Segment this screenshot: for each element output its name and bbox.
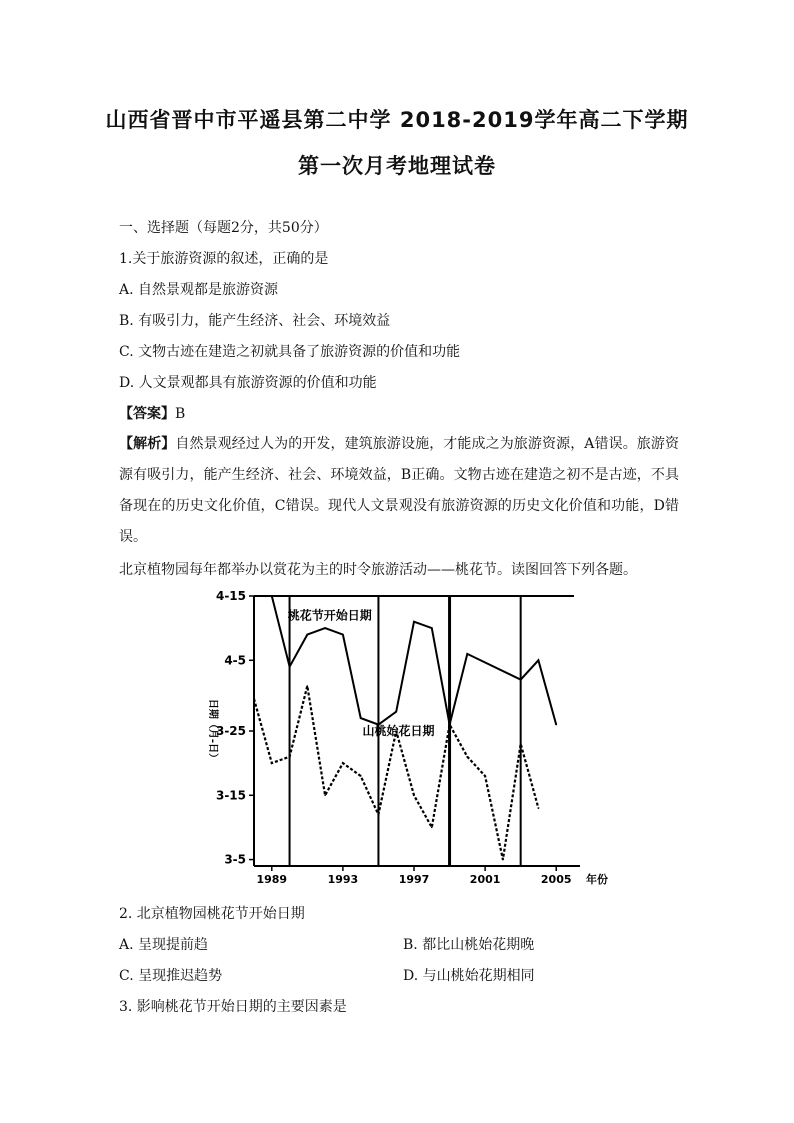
series-1-point-1996: [395, 711, 397, 713]
series-2-point-1989: [271, 762, 273, 764]
series-1-point-1990: [289, 666, 291, 668]
series-1-point-2003: [520, 679, 522, 681]
series-1-point-1993: [342, 634, 344, 636]
exam-title-line1: 山西省晋中市平遥县第二中学 2018-2019学年高二下学期: [105, 108, 689, 132]
x-tick-label-2001: 2001: [469, 873, 501, 886]
y-tick-label-3-5: 3-5: [224, 852, 246, 867]
exam-title-line2: 第一次月考地理试卷: [298, 154, 496, 178]
x-tick-label-1997: 1997: [398, 873, 430, 886]
y-tick-label-3-15: 3-15: [215, 788, 246, 803]
answer-value: B: [175, 406, 186, 422]
chart-svg: [196, 590, 616, 890]
series-2-point-2003: [520, 743, 522, 745]
series-2-point-2001: [484, 775, 486, 777]
series-1-point-1997: [413, 621, 415, 623]
q1-option-c: C. 文物古迹在建造之初就具备了旅游资源的价值和功能: [119, 344, 461, 360]
q2-option-b: B. 都比山桃始花期晚: [403, 937, 535, 953]
x-axis-label: 年份: [586, 873, 608, 886]
series-label-1: 桃花节开始日期: [287, 608, 372, 623]
y-tick-label-4-15: 4-15: [215, 590, 246, 603]
series-2-point-1994: [360, 775, 362, 777]
series-2-point-2004: [538, 807, 540, 809]
q2-option-d: D. 与山桃始花期相同: [403, 968, 535, 984]
bloom-date-chart: [196, 590, 616, 890]
series-2-point-2002: [502, 859, 504, 861]
q1-stem: 1.关于旅游资源的叙述，正确的是: [119, 251, 329, 267]
series-1-point-1991: [307, 634, 309, 636]
q2-option-c: C. 呈现推迟趋势: [119, 968, 223, 984]
series-1-point-2004: [538, 659, 540, 661]
series-2-point-1995: [378, 814, 380, 816]
q1-option-b: B. 有吸引力，能产生经济、社会、环境效益: [119, 313, 391, 329]
analysis-text: 自然景观经过人为的开发，建筑旅游设施，才能成之为旅游资源，A错误。旅游资源有吸引力，能产生经济、社会、环境效益，B正确。文物古迹在建造之初不是古迹，不具备现在的历史文化价值，C错误。现代人文景观没有旅游资源的历史文化价值和功能，D错误。: [119, 436, 680, 545]
series-2-point-1992: [324, 794, 326, 796]
series-1-point-1994: [360, 717, 362, 719]
analysis-label: 【解析】: [119, 436, 176, 452]
answer-label: 【答案】: [119, 406, 175, 422]
series-2-point-1988: [253, 698, 255, 700]
series-2-point-1990: [289, 756, 291, 758]
section-heading: 一、选择题（每题2分，共50分）: [119, 220, 328, 236]
y-tick-label-3-25: 3-25: [215, 724, 246, 738]
series-2-point-1993: [342, 762, 344, 764]
series-1-point-1992: [324, 627, 326, 629]
y-tick-label-4-5: 4-5: [224, 653, 246, 668]
q1-analysis: [119, 429, 679, 553]
chart-intro: 北京植物园每年都举办以赏花为主的时令旅游活动——桃花节。读图回答下列各题。: [119, 562, 637, 578]
q1-option-d: D. 人文景观都具有旅游资源的价值和功能: [119, 375, 377, 391]
q1-option-a: A. 自然景观都是旅游资源: [119, 282, 279, 298]
series-1-point-2000: [467, 653, 469, 655]
q2-option-a: A. 呈现提前趋: [119, 937, 209, 953]
x-tick-label-2005: 2005: [540, 873, 572, 886]
series-2-point-1997: [413, 794, 415, 796]
series-1-point-2005: [555, 724, 557, 726]
series-2-point-2000: [467, 756, 469, 758]
series-label-2: 山桃始花日期: [362, 724, 435, 738]
series-1-point-1998: [431, 627, 433, 629]
y-axis-label: 日期（月-日）: [207, 698, 218, 764]
q1-answer: [119, 404, 185, 424]
series-2-point-1998: [431, 827, 433, 829]
series-2-point-1999: [449, 724, 451, 726]
x-tick-label-1989: 1989: [256, 873, 288, 886]
q2-stem: 2. 北京植物园桃花节开始日期: [119, 906, 305, 922]
series-1-point-1989: [271, 595, 273, 597]
q3-stem: 3. 影响桃花节开始日期的主要因素是: [119, 999, 347, 1015]
series-2-point-1991: [307, 685, 309, 687]
x-tick-label-1993: 1993: [327, 873, 359, 886]
